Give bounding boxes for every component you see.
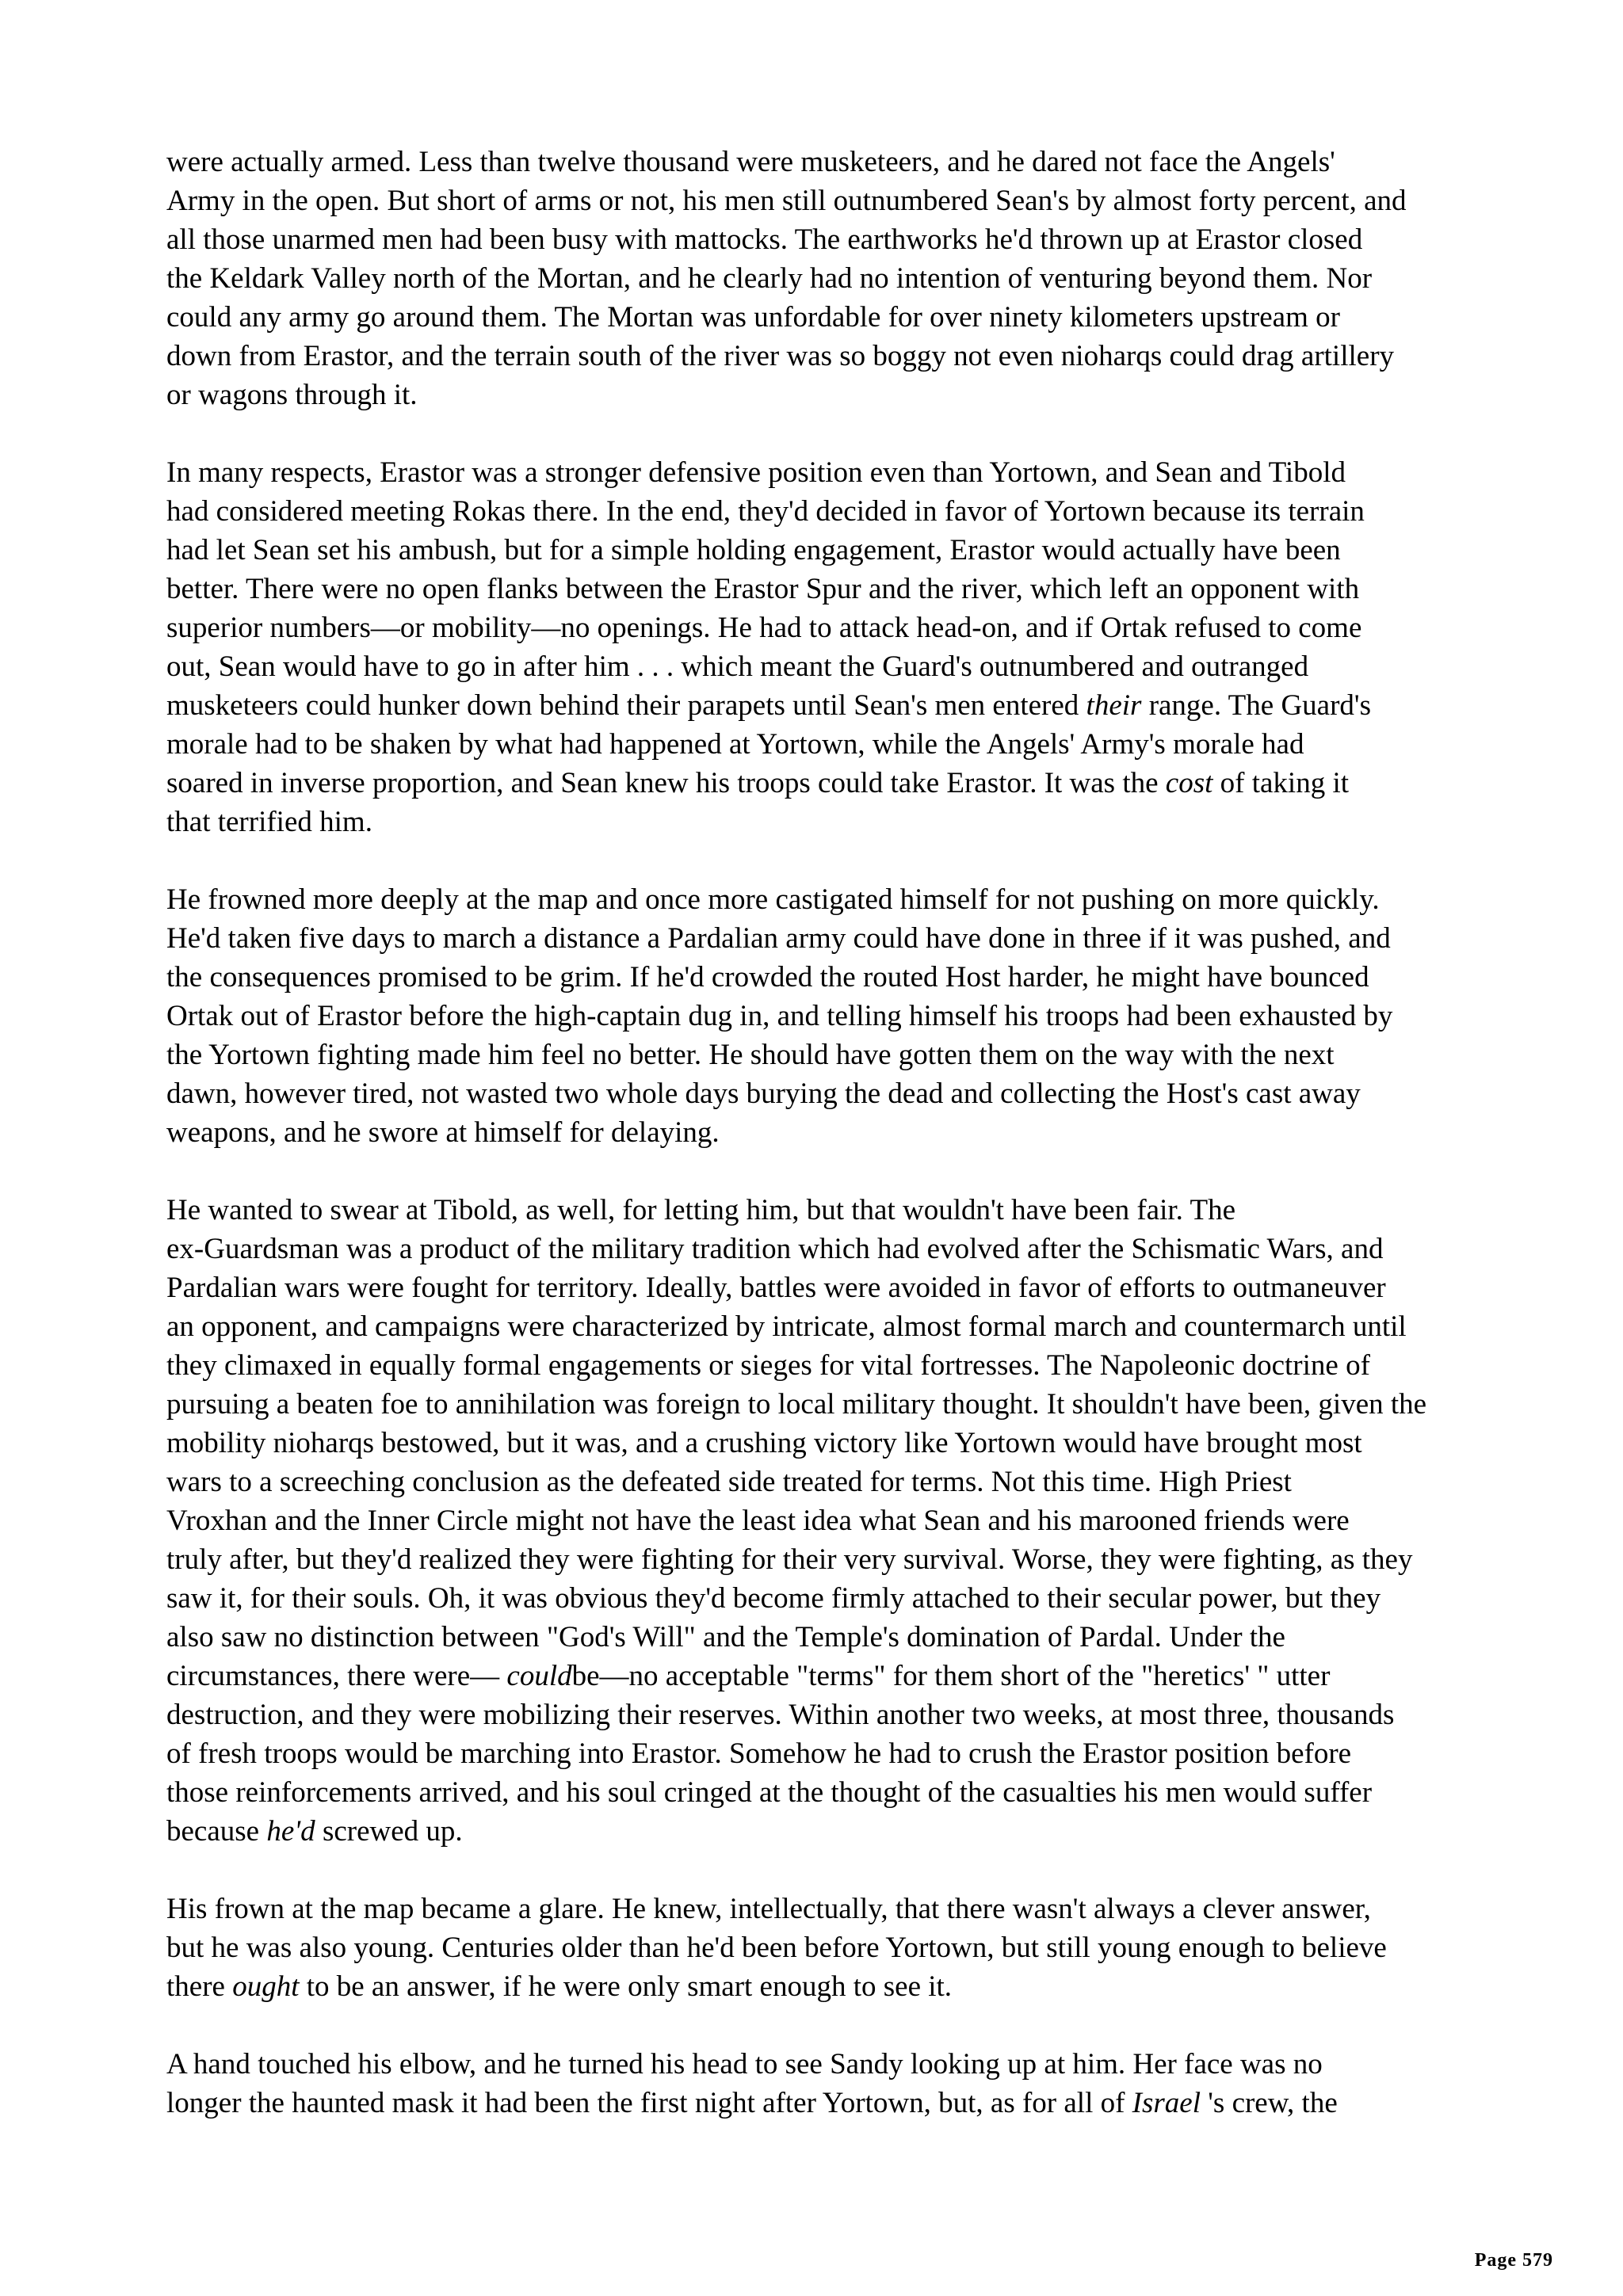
text-line (166, 2045, 1482, 2084)
italic-text: ought (232, 1970, 300, 2003)
text-run: superior numbers—or mobility—no openings. He had to attack head-on, and if Ortak refused to come (166, 612, 1362, 644)
text-run: those reinforcements arrived, and his soul cringed at the thought of the casualties his men would suffer (166, 1776, 1373, 1809)
text-run: or wagons through it. (166, 379, 418, 411)
text-run: because (166, 1815, 267, 1848)
text-line (166, 1579, 1482, 1618)
text-line (166, 259, 1482, 298)
text-line (166, 1230, 1482, 1268)
text-line (166, 958, 1482, 997)
text-line (166, 453, 1482, 492)
paragraph (166, 880, 1482, 1152)
text-run: the Keldark Valley north of the Mortan, and he clearly had no intention of venturing beyond them. Nor (166, 262, 1373, 295)
text-line (166, 1113, 1482, 1152)
text-line (166, 1812, 1482, 1851)
text-run: He wanted to swear at Tibold, as well, for letting him, but that wouldn't have been fair. The (166, 1194, 1236, 1226)
text-run: an opponent, and campaigns were characterized by intricate, almost formal march and countermarch until (166, 1310, 1407, 1343)
text-line (166, 1773, 1482, 1812)
text-line (166, 1967, 1482, 2006)
text-line (166, 2084, 1482, 2122)
text-line (166, 608, 1482, 647)
text-run: the consequences promised to be grim. If he'd crowded the routed Host harder, he might have bounced (166, 961, 1369, 994)
text-run: He frowned more deeply at the map and once more castigated himself for not pushing on more quickly. (166, 883, 1380, 916)
text-run: Ortak out of Erastor before the high-captain dug in, and telling himself his troops had been exhausted by (166, 1000, 1393, 1032)
text-line (166, 1346, 1482, 1385)
text-run: of fresh troops would be marching into Erastor. Somehow he had to crush the Erastor position before (166, 1737, 1352, 1770)
text-run: screwed up. (315, 1815, 463, 1848)
italic-text: he'd (266, 1815, 315, 1848)
text-line (166, 337, 1482, 376)
text-run: better. There were no open flanks between the Erastor Spur and the river, which left an opponent with (166, 573, 1360, 605)
text-run: longer the haunted mask it had been the first night after Yortown, but, as for all of (166, 2087, 1132, 2119)
text-line (166, 1695, 1482, 1734)
text-run: Pardalian wars were fought for territory. Ideally, battles were avoided in favor of efforts to outmaneuver (166, 1272, 1386, 1304)
text-line (166, 143, 1482, 181)
text-run: pursuing a beaten foe to annihilation was foreign to local military thought. It shouldn't have been, given the (166, 1388, 1427, 1421)
paragraph (166, 2045, 1482, 2122)
text-run: wars to a screeching conclusion as the defeated side treated for terms. Not this time. High Priest (166, 1466, 1292, 1498)
text-run: A hand touched his elbow, and he turned his head to see Sandy looking up at him. Her face was no (166, 2048, 1323, 2081)
text-run: the Yortown fighting made him feel no better. He should have gotten them on the way with the next (166, 1039, 1335, 1071)
text-run: In many respects, Erastor was a stronger defensive position even than Yortown, and Sean and Tibold (166, 456, 1346, 489)
text-run: circumstances, there were— (166, 1660, 507, 1692)
text-line (166, 1385, 1482, 1424)
text-line (166, 1035, 1482, 1074)
text-run: also saw no distinction between "God's Will" and the Temple's domination of Pardal. Under the (166, 1621, 1285, 1653)
text-run: musketeers could hunker down behind their parapets until Sean's men entered (166, 689, 1086, 722)
text-line (166, 1540, 1482, 1579)
text-run: 's crew, the (1201, 2087, 1338, 2119)
paragraph (166, 1890, 1482, 2006)
italic-text: could (506, 1660, 572, 1692)
text-line (166, 803, 1482, 841)
text-run: mobility nioharqs bestowed, but it was, and a crushing victory like Yortown would have brought most (166, 1427, 1362, 1459)
text-run: out, Sean would have to go in after him . . . which meant the Guard's outnumbered and outranged (166, 650, 1309, 683)
text-line (166, 1734, 1482, 1773)
text-run: He'd taken five days to march a distance a Pardalian army could have done in three if it was pushed, and (166, 922, 1391, 955)
text-line (166, 725, 1482, 764)
paragraph (166, 453, 1482, 841)
text-line (166, 1463, 1482, 1501)
text-line (166, 1618, 1482, 1657)
text-run: destruction, and they were mobilizing their reserves. Within another two weeks, at most three, thousands (166, 1699, 1395, 1731)
text-run: saw it, for their souls. Oh, it was obvious they'd become firmly attached to their secular power, but they (166, 1582, 1381, 1615)
text-run: had let Sean set his ambush, but for a simple holding engagement, Erastor would actually have been (166, 534, 1341, 566)
page-number: Page 579 (1474, 2250, 1553, 2271)
text-run: Vroxhan and the Inner Circle might not have the least idea what Sean and his marooned friends were (166, 1505, 1350, 1537)
text-run: soared in inverse proportion, and Sean knew his troops could take Erastor. It was the (166, 767, 1166, 799)
text-line (166, 181, 1482, 220)
text-run: had considered meeting Rokas there. In the end, they'd decided in favor of Yortown because its terrain (166, 495, 1365, 528)
italic-text: Israel (1132, 2087, 1201, 2119)
text-run: down from Erastor, and the terrain south of the river was so boggy not even nioharqs could drag artillery (166, 340, 1395, 372)
text-run: all those unarmed men had been busy with mattocks. The earthworks he'd thrown up at Erastor closed (166, 223, 1363, 256)
text-run: weapons, and he swore at himself for delaying. (166, 1116, 720, 1149)
text-run: morale had to be shaken by what had happened at Yortown, while the Angels' Army's morale had (166, 728, 1304, 761)
text-line (166, 647, 1482, 686)
text-run: of taking it (1212, 767, 1350, 799)
document-body (166, 143, 1482, 2122)
text-line (166, 764, 1482, 803)
text-run: that terrified him. (166, 806, 372, 838)
text-line (166, 1424, 1482, 1463)
text-line (166, 1928, 1482, 1967)
text-run: range. The Guard's (1141, 689, 1371, 722)
text-line (166, 1657, 1482, 1695)
text-line (166, 1307, 1482, 1346)
text-run: Army in the open. But short of arms or not, his men still outnumbered Sean's by almost forty percent, and (166, 185, 1407, 217)
text-line (166, 1501, 1482, 1540)
text-line (166, 1890, 1482, 1928)
italic-text: their (1086, 689, 1142, 722)
text-line (166, 220, 1482, 259)
text-line (166, 919, 1482, 958)
italic-text: cost (1165, 767, 1213, 799)
text-run: were actually armed. Less than twelve thousand were musketeers, and he dared not face the Angels' (166, 146, 1335, 178)
text-line (166, 1074, 1482, 1113)
text-run: they climaxed in equally formal engagements or sieges for vital fortresses. The Napoleonic doctrine of (166, 1349, 1370, 1382)
text-line (166, 492, 1482, 531)
text-line (166, 376, 1482, 414)
text-line (166, 1268, 1482, 1307)
text-line (166, 570, 1482, 608)
paragraph (166, 1191, 1482, 1851)
text-run: ex-Guardsman was a product of the military tradition which had evolved after the Schismatic Wars, and (166, 1233, 1384, 1265)
text-run: to be an answer, if he were only smart enough to see it. (299, 1970, 953, 2003)
text-line (166, 1191, 1482, 1230)
text-run: there (166, 1970, 233, 2003)
paragraph (166, 143, 1482, 414)
text-run: dawn, however tired, not wasted two whole days burying the dead and collecting the Host's cast away (166, 1077, 1361, 1110)
text-run: truly after, but they'd realized they were fighting for their very survival. Worse, they were fighting, as they (166, 1543, 1413, 1576)
text-run: could any army go around them. The Mortan was unfordable for over ninety kilometers upstream or (166, 301, 1340, 334)
text-line (166, 880, 1482, 919)
text-run: His frown at the map became a glare. He knew, intellectually, that there wasn't always a clever answer, (166, 1893, 1371, 1925)
text-run: be—no acceptable "terms" for them short of the "heretics' " utter (571, 1660, 1331, 1692)
text-line (166, 298, 1482, 337)
text-line (166, 997, 1482, 1035)
text-run: but he was also young. Centuries older than he'd been before Yortown, but still young enough to believe (166, 1932, 1387, 1964)
text-line (166, 531, 1482, 570)
text-line (166, 686, 1482, 725)
